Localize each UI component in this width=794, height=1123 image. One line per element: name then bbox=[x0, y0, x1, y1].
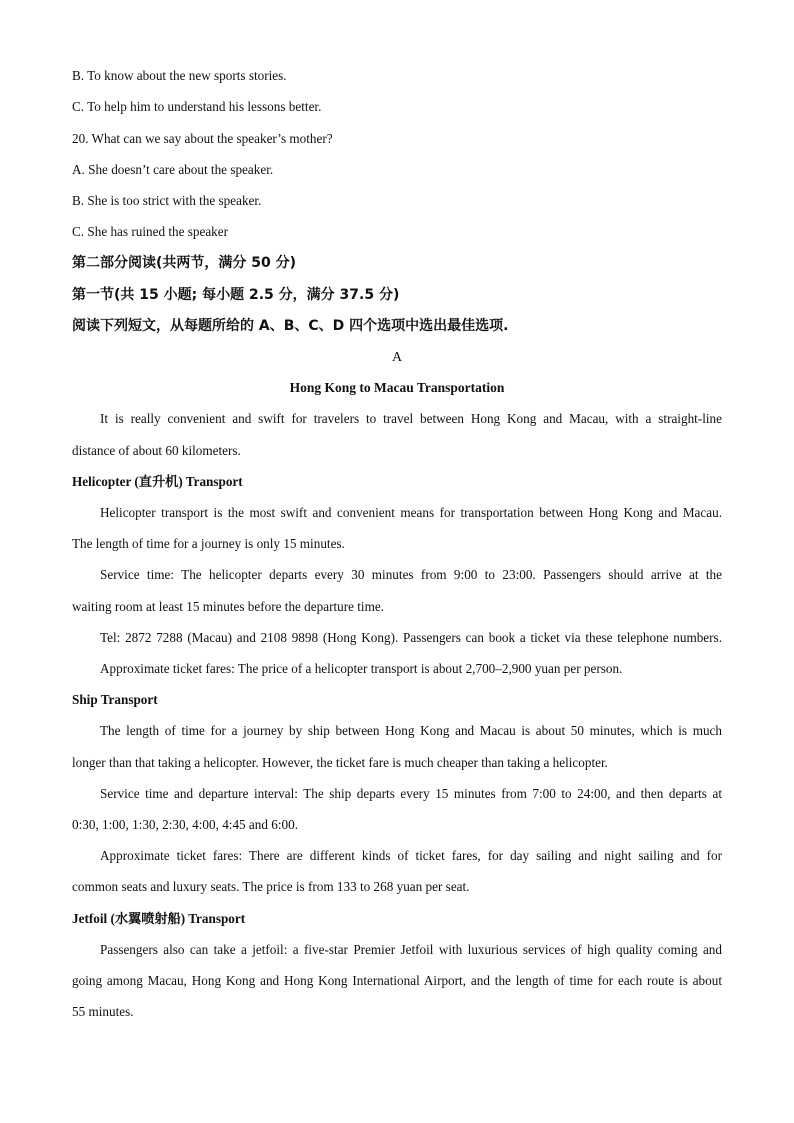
q19-option-b: B. To know about the new sports stories. bbox=[72, 68, 287, 83]
jetfoil-p1-line-2: going among Macau, Hong Kong and Hong Kong International Airport, and the length of time for each route is about bbox=[72, 973, 722, 988]
jetfoil-p1-line-1: Passengers also can take a jetfoil: a five-star Premier Jetfoil with luxurious services of high quality coming and bbox=[100, 942, 722, 957]
helicopter-p1-line-2: The length of time for a journey is only 15 minutes. bbox=[72, 536, 345, 551]
intro-line-1: It is really convenient and swift for travelers to travel between Hong Kong and Macau, with a straight-line bbox=[100, 411, 722, 426]
ship-p2-line-1: Service time and departure interval: The ship departs every 15 minutes from 7:00 to 24:00, and then departs at bbox=[100, 786, 722, 801]
helicopter-p1-line-1: Helicopter transport is the most swift and convenient means for transportation between Hong Kong and Macau. bbox=[100, 505, 722, 520]
q20-question: 20. What can we say about the speaker’s mother? bbox=[72, 131, 333, 146]
q20-option-a: A. She doesn’t care about the speaker. bbox=[72, 162, 274, 177]
passage-letter: A bbox=[391, 350, 403, 365]
jetfoil-p1-line-3: 55 minutes. bbox=[72, 1004, 134, 1019]
ship-p1-line-1: The length of time for a journey by ship between Hong Kong and Macau is about 50 minutes, which is much bbox=[100, 723, 722, 738]
ship-p3-line-2: common seats and luxury seats. The price is from 133 to 268 yuan per seat. bbox=[72, 879, 470, 894]
q19-option-c: C. To help him to understand his lessons better. bbox=[72, 99, 322, 114]
reading-instruction: 阅读下列短文，从每题所给的 A、B、C、D 四个选项中选出最佳选项. bbox=[72, 318, 509, 334]
helicopter-heading: Helicopter (直升机) Transport bbox=[72, 474, 243, 489]
jetfoil-heading: Jetfoil (水翼喷射船) Transport bbox=[72, 911, 246, 926]
ship-heading: Ship Transport bbox=[72, 692, 158, 707]
ship-p2-line-2: 0:30, 1:00, 1:30, 2:30, 4:00, 4:45 and 6:00. bbox=[72, 817, 299, 832]
ship-p1-line-2: longer than that taking a helicopter. However, the ticket fare is much cheaper than taking a helicopter. bbox=[72, 755, 608, 770]
intro-line-2: distance of about 60 kilometers. bbox=[72, 443, 241, 458]
helicopter-p3: Tel: 2872 7288 (Macau) and 2108 9898 (Hong Kong). Passengers can book a ticket via these telephone numbers. bbox=[100, 630, 722, 645]
helicopter-p4: Approximate ticket fares: The price of a helicopter transport is about 2,700–2,900 yuan per person. bbox=[100, 661, 623, 676]
q20-option-c: C. She has ruined the speaker bbox=[72, 224, 229, 239]
passage-title: Hong Kong to Macau Transportation bbox=[289, 380, 505, 395]
helicopter-p2-line-2: waiting room at least 15 minutes before the departure time. bbox=[72, 599, 385, 614]
part-heading: 第二部分阅读(共两节，满分 50 分) bbox=[72, 255, 297, 271]
helicopter-p2-line-1: Service time: The helicopter departs every 30 minutes from 9:00 to 23:00. Passengers should arrive at the bbox=[100, 567, 722, 582]
ship-p3-line-1: Approximate ticket fares: There are different kinds of ticket fares, for day sailing and night sailing and for bbox=[100, 848, 722, 863]
q20-option-b: B. She is too strict with the speaker. bbox=[72, 193, 262, 208]
section-heading: 第一节(共 15 小题; 每小题 2.5 分，满分 37.5 分) bbox=[72, 287, 400, 303]
